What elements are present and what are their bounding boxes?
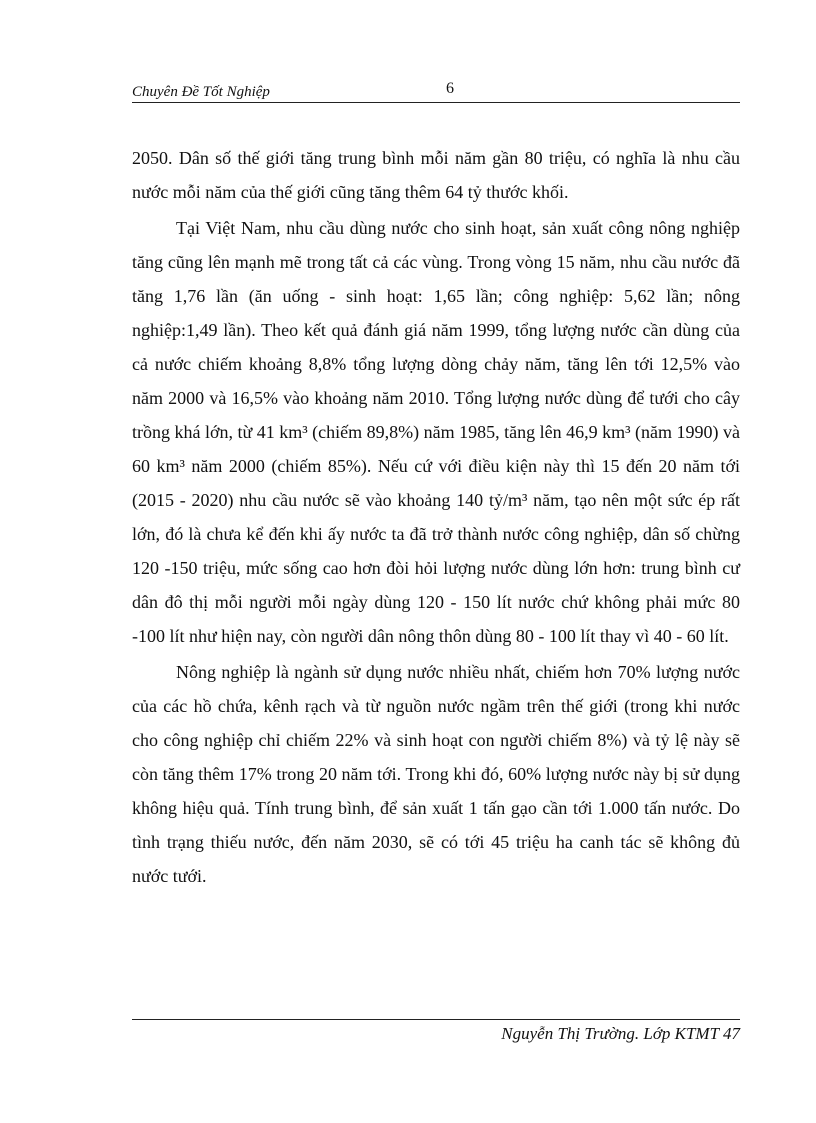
header-title: Chuyên Đề Tốt Nghiệp bbox=[132, 84, 270, 100]
paragraph-2: Tại Việt Nam, nhu cầu dùng nước cho sinh hoạt, sản xuất công nông nghiệp tăng cũng lên mạnh mẽ trong tất cả các vùng. Trong vòng 15 năm, nhu cầu nước đã tăng 1,76 lần (ăn uống - sinh hoạt: 1,65 lần; công nghiệp: 5,62 lần; nông nghiệp:1,49 lần). Theo kết quả đánh giá năm 1999, tổng lượng nước cần dùng của cả nước chiếm khoảng 8,8% tổng lượng dòng chảy năm, tăng lên tới 12,5% vào năm 2000 và 16,5% vào khoảng năm 2010. Tổng lượng nước dùng để tưới cho cây trồng khá lớn, từ 41 km³ (chiếm 89,8%) năm 1985, tăng lên 46,9 km³ (năm 1990) và 60 km³ năm 2000 (chiếm 85%). Nếu cứ với điều kiện này thì 15 đến 20 năm tới (2015 - 2020) nhu cầu nước sẽ vào khoảng 140 tỷ/m³ năm, tạo nên một sức ép rất lớn, đó là chưa kể đến khi ấy nước ta đã trở thành nước công nghiệp, dân số chừng 120 -150 triệu, mức sống cao hơn đòi hỏi lượng nước dùng lớn hơn: trung bình cư dân đô thị mỗi người mỗi ngày dùng 120 - 150 lít nước chứ không phải mức 80 -100 lít như hiện nay, còn người dân nông thôn dùng 80 - 100 lít thay vì 40 - 60 lít. bbox=[132, 218, 740, 646]
paragraph-1: 2050. Dân số thế giới tăng trung bình mỗi năm gần 80 triệu, có nghĩa là nhu cầu nước mỗi năm của thế giới cũng tăng thêm 64 tỷ thước khối. bbox=[132, 148, 740, 202]
document-body bbox=[132, 141, 740, 895]
page-header bbox=[132, 80, 740, 102]
footer-divider bbox=[132, 1019, 740, 1020]
page-number: 6 bbox=[446, 80, 454, 97]
header-divider bbox=[132, 102, 740, 103]
paragraph-3: Nông nghiệp là ngành sử dụng nước nhiều nhất, chiếm hơn 70% lượng nước của các hồ chứa, kênh rạch và từ nguồn nước ngầm trên thế giới (trong khi nước cho công nghiệp chỉ chiếm 22% và sinh hoạt con người chiếm 8%) và tỷ lệ này sẽ còn tăng thêm 17% trong 20 năm tới. Trong khi đó, 60% lượng nước này bị sử dụng không hiệu quả. Tính trung bình, để sản xuất 1 tấn gạo cần tới 1.000 tấn nước. Do tình trạng thiếu nước, đến năm 2030, sẽ có tới 45 triệu ha canh tác sẽ không đủ nước tưới. bbox=[132, 662, 740, 886]
footer-author: Nguyễn Thị Trường. Lớp KTMT 47 bbox=[501, 1024, 740, 1043]
